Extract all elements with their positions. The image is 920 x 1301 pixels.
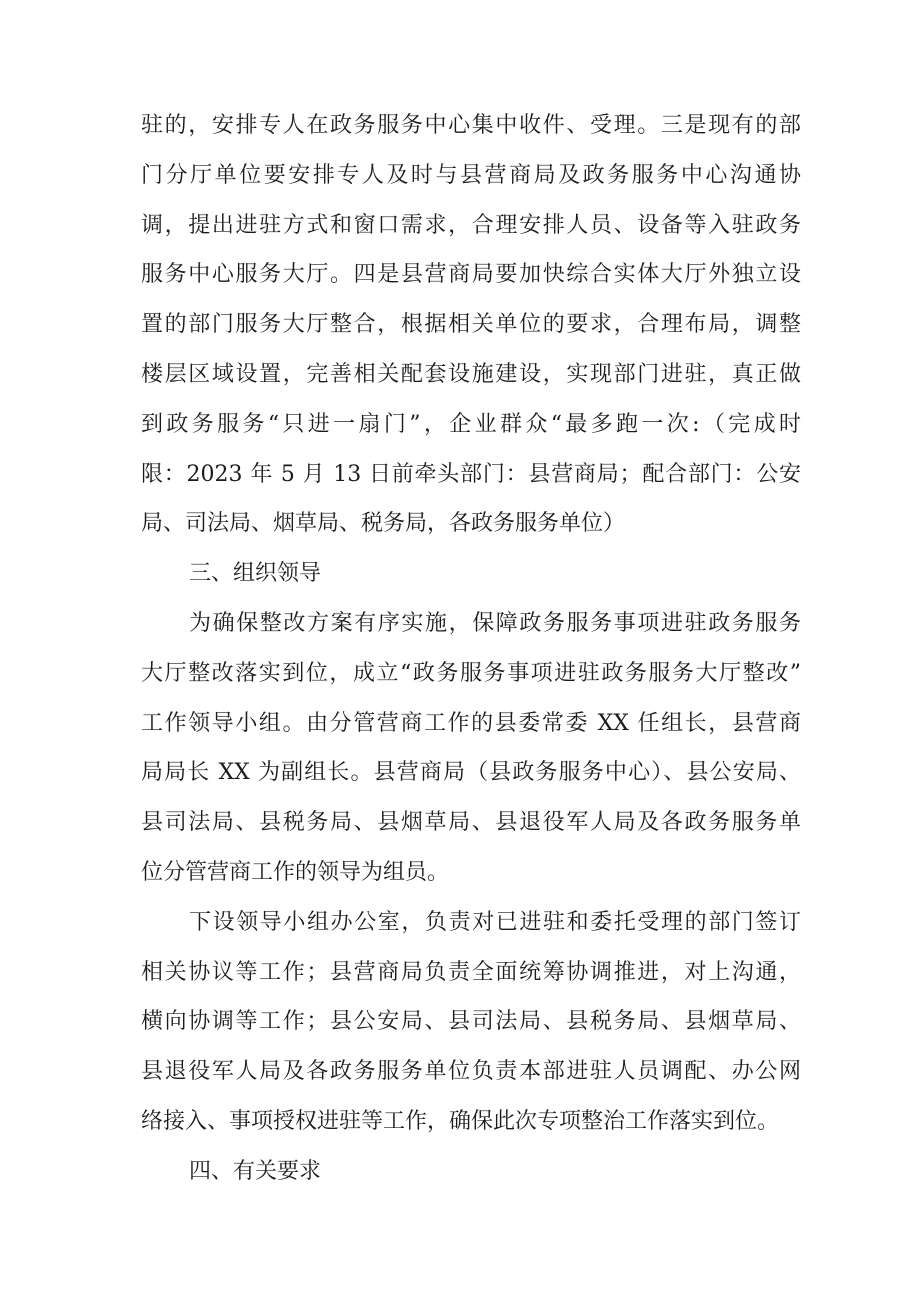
text-line: 局、司法局、烟草局、税务局，各政务服务单位） (141, 511, 626, 537)
paragraph-office (141, 898, 801, 1147)
text-line: 驻的，安排专人在政务服务中心集中收件、受理。三是现有的部 (141, 113, 801, 138)
text-line: 服务中心服务大厅。四是县营商局要加快综合实体大厅外独立设 (141, 262, 801, 288)
text-line: 县退役军人局及各政务服务单位负责本部进驻人员调配、办公网 (141, 1059, 801, 1085)
text-line: 门分厅单位要安排专人及时与县营商局及政务服务中心沟通协 (141, 162, 801, 188)
section-heading-requirements: 四、有关要求 (189, 1158, 322, 1184)
text-line: 下设领导小组办公室，负责对已进驻和委托受理的部门签订 (189, 909, 801, 935)
text-line: 位分管营商工作的领导为组员。 (141, 859, 450, 885)
text-line: 到政务服务“只进一扇门”，企业群众“最多跑一次:（完成时 (141, 411, 801, 437)
text-line: 调，提出进驻方式和窗口需求，合理安排人员、设备等入驻政务 (141, 212, 801, 238)
text-line: 为确保整改方案有序实施，保障政务服务事项进驻政务服务 (189, 610, 801, 636)
text-line: 局局长 XX 为副组长。县营商局（县政务服务中心）、县公安局、 (141, 760, 801, 786)
paragraph-leadership-group (141, 599, 801, 898)
document-body (141, 101, 801, 1197)
paragraph-continued (141, 101, 801, 549)
text-line: 络接入、事项授权进驻等工作，确保此次专项整治工作落实到位。 (141, 1108, 780, 1134)
text-line: 大厅整改落实到位，成立“政务服务事项进驻政务服务大厅整改” (141, 660, 801, 686)
text-line: 县司法局、县税务局、县烟草局、县退役军人局及各政务服务单 (141, 810, 801, 836)
text-line: 横向协调等工作；县公安局、县司法局、县税务局、县烟草局、 (141, 1009, 801, 1035)
section-heading-organization: 三、组织领导 (189, 561, 322, 587)
text-line: 工作领导小组。由分管营商工作的县委常委 XX 任组长，县营商 (141, 710, 801, 736)
text-line: 楼层区域设置，完善相关配套设施建设，实现部门进驻，真正做 (141, 361, 801, 387)
text-line: 限：2023 年 5 月 13 日前牵头部门：县营商局；配合部门：公安 (141, 461, 801, 487)
text-line: 置的部门服务大厅整合，根据相关单位的要求，合理布局，调整 (141, 312, 801, 338)
text-line: 相关协议等工作；县营商局负责全面统筹协调推进，对上沟通， (141, 959, 801, 985)
